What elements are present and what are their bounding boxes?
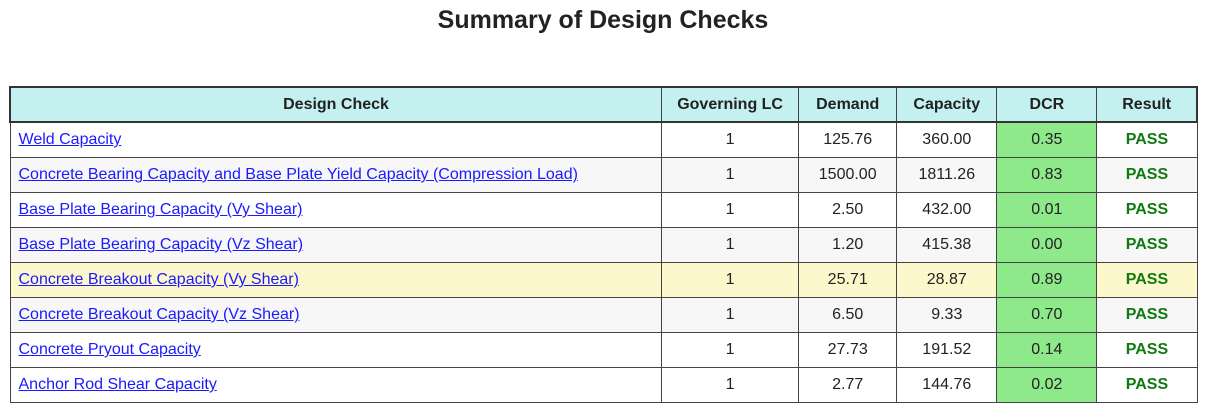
- governing-lc-cell: 1: [662, 333, 799, 368]
- design-checks-table: [9, 86, 1198, 403]
- demand-cell: 1500.00: [799, 158, 897, 193]
- governing-lc-cell: 1: [662, 368, 799, 403]
- header-design-check: Design Check: [10, 87, 662, 122]
- design-check-link[interactable]: Concrete Breakout Capacity (Vz Shear): [18, 306, 300, 323]
- demand-cell: 25.71: [799, 263, 897, 298]
- design-check-cell: [10, 193, 662, 228]
- governing-lc-cell: 1: [662, 158, 799, 193]
- dcr-cell: 0.01: [997, 193, 1097, 228]
- design-check-cell: [10, 228, 662, 263]
- table-header-row: [10, 87, 1197, 122]
- table-row: [10, 193, 1197, 228]
- dcr-cell: 0.14: [997, 333, 1097, 368]
- demand-cell: 2.50: [799, 193, 897, 228]
- result-cell: PASS: [1097, 368, 1197, 403]
- design-check-link[interactable]: Base Plate Bearing Capacity (Vz Shear): [18, 236, 304, 253]
- capacity-cell: 9.33: [897, 298, 997, 333]
- dcr-cell: 0.35: [997, 122, 1097, 158]
- capacity-cell: 28.87: [897, 263, 997, 298]
- design-check-link[interactable]: Weld Capacity: [18, 131, 122, 148]
- demand-cell: 2.77: [799, 368, 897, 403]
- demand-cell: 27.73: [799, 333, 897, 368]
- design-check-cell: [10, 298, 662, 333]
- result-cell: PASS: [1097, 158, 1197, 193]
- capacity-cell: 1811.26: [897, 158, 997, 193]
- governing-lc-cell: 1: [662, 193, 799, 228]
- capacity-cell: 432.00: [897, 193, 997, 228]
- design-check-cell: [10, 333, 662, 368]
- header-governing-lc: Governing LC: [662, 87, 799, 122]
- demand-cell: 1.20: [799, 228, 897, 263]
- header-demand: Demand: [799, 87, 897, 122]
- table-row: [10, 368, 1197, 403]
- design-check-link[interactable]: Base Plate Bearing Capacity (Vy Shear): [18, 201, 303, 218]
- design-check-cell: [10, 368, 662, 403]
- header-capacity: Capacity: [897, 87, 997, 122]
- demand-cell: 6.50: [799, 298, 897, 333]
- capacity-cell: 415.38: [897, 228, 997, 263]
- result-cell: PASS: [1097, 333, 1197, 368]
- governing-lc-cell: 1: [662, 298, 799, 333]
- table-row: [10, 122, 1197, 158]
- header-dcr: DCR: [997, 87, 1097, 122]
- result-cell: PASS: [1097, 298, 1197, 333]
- table-row: [10, 333, 1197, 368]
- design-check-link[interactable]: Concrete Bearing Capacity and Base Plate Yield Capacity (Compression Load): [18, 166, 578, 183]
- result-cell: PASS: [1097, 122, 1197, 158]
- page-title: Summary of Design Checks: [437, 6, 769, 34]
- demand-cell: 125.76: [799, 122, 897, 158]
- header-result: Result: [1097, 87, 1197, 122]
- design-check-cell: [10, 158, 662, 193]
- dcr-cell: 0.89: [997, 263, 1097, 298]
- design-check-link[interactable]: Concrete Pryout Capacity: [18, 341, 201, 358]
- dcr-cell: 0.02: [997, 368, 1097, 403]
- table-row: [10, 298, 1197, 333]
- capacity-cell: 191.52: [897, 333, 997, 368]
- governing-lc-cell: 1: [662, 122, 799, 158]
- table-row: [10, 158, 1197, 193]
- governing-lc-cell: 1: [662, 228, 799, 263]
- dcr-cell: 0.83: [997, 158, 1097, 193]
- design-check-cell: [10, 122, 662, 158]
- capacity-cell: 360.00: [897, 122, 997, 158]
- result-cell: PASS: [1097, 193, 1197, 228]
- table-row-highlighted: [10, 263, 1197, 298]
- dcr-cell: 0.00: [997, 228, 1097, 263]
- governing-lc-cell: 1: [662, 263, 799, 298]
- capacity-cell: 144.76: [897, 368, 997, 403]
- result-cell: PASS: [1097, 228, 1197, 263]
- dcr-cell: 0.70: [997, 298, 1097, 333]
- table-row: [10, 228, 1197, 263]
- design-check-link[interactable]: Anchor Rod Shear Capacity: [18, 376, 217, 393]
- design-check-cell: [10, 263, 662, 298]
- design-check-link[interactable]: Concrete Breakout Capacity (Vy Shear): [18, 271, 299, 288]
- result-cell: PASS: [1097, 263, 1197, 298]
